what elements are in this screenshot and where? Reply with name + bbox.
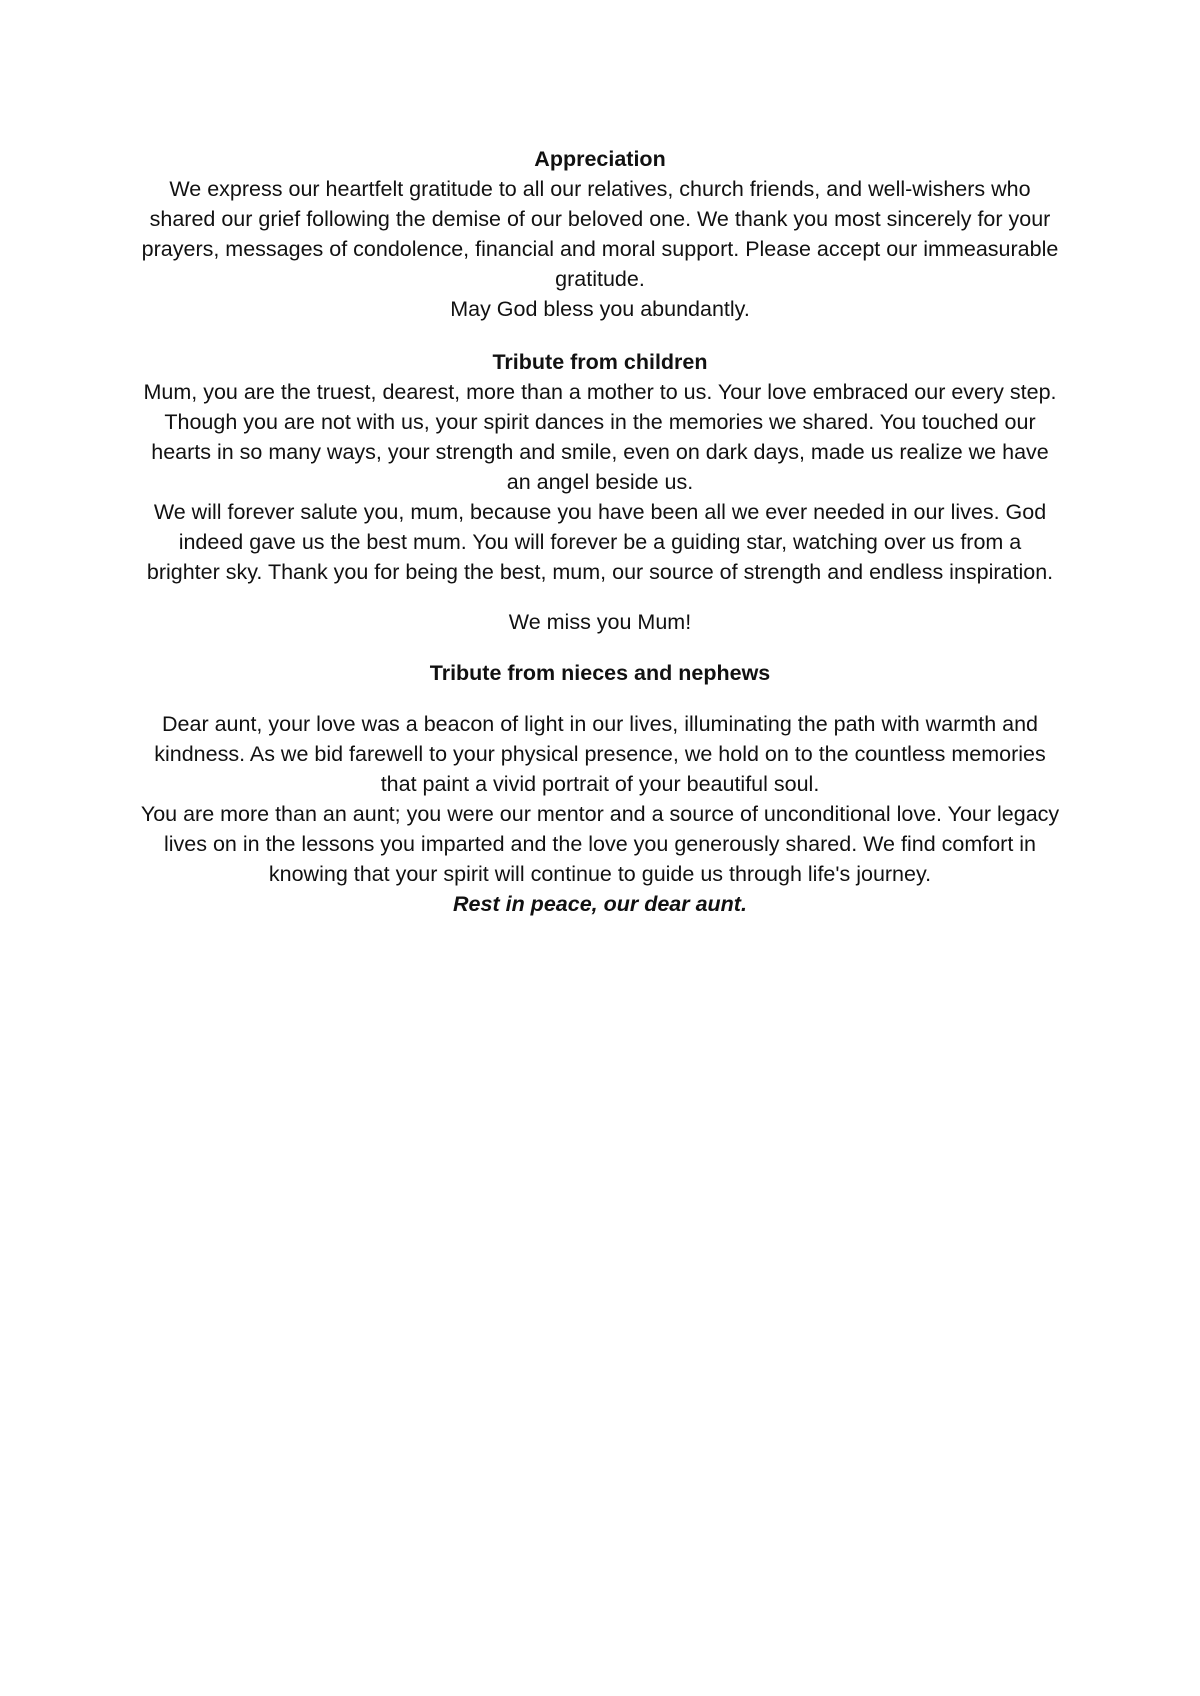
section-spacer [140,324,1060,347]
section-spacer [140,637,1060,658]
tribute-nieces-paragraph-2: You are more than an aunt; you were our mentor and a source of unconditional love. Your legacy lives on in the lessons you imparted and the love you generously shared. We find comfort in knowing that your spirit will continue to guide us through life's journey. [140,802,1060,886]
document-page [140,144,1060,919]
tribute-nieces-paragraph-1: Dear aunt, your love was a beacon of light in our lives, illuminating the path with warmth and kindness. As we bid farewell to your physical presence, we hold on to the countless memories that paint a vivid portrait of your beautiful soul. [154,712,1046,796]
appreciation-section [140,144,1060,324]
appreciation-blessing: May God bless you abundantly. [450,297,750,321]
paragraph-spacer [140,688,1060,709]
tribute-children-paragraph-2: We will forever salute you, mum, because you have been all we ever needed in our lives. God indeed gave us the best mum. You will forever be a guiding star, watching over us from a brighter sky. Thank you for being the best, mum, our source of strength and endless inspiration. [146,500,1054,584]
tribute-children-section [140,347,1060,637]
appreciation-body: We express our heartfelt gratitude to all our relatives, church friends, and well-wishers who shared our grief following the demise of our beloved one. We thank you most sincerely for your prayers, messages of condolence, financial and moral support. Please accept our immeasurable gratitude. [141,177,1059,291]
paragraph-spacer [140,587,1060,607]
tribute-children-heading: Tribute from children [492,350,708,374]
tribute-nieces-heading: Tribute from nieces and nephews [429,661,771,685]
tribute-nieces-section [140,658,1060,919]
tribute-nieces-closing: Rest in peace, our dear aunt. [453,892,747,916]
tribute-children-paragraph-1: Mum, you are the truest, dearest, more than a mother to us. Your love embraced our every step. Though you are not with us, your spirit dances in the memories we shared. You touched our hearts in so many ways, your strength and smile, even on dark days, made us realize we have an angel beside us. [143,380,1057,494]
tribute-children-closing: We miss you Mum! [508,610,692,634]
appreciation-heading: Appreciation [534,147,666,171]
